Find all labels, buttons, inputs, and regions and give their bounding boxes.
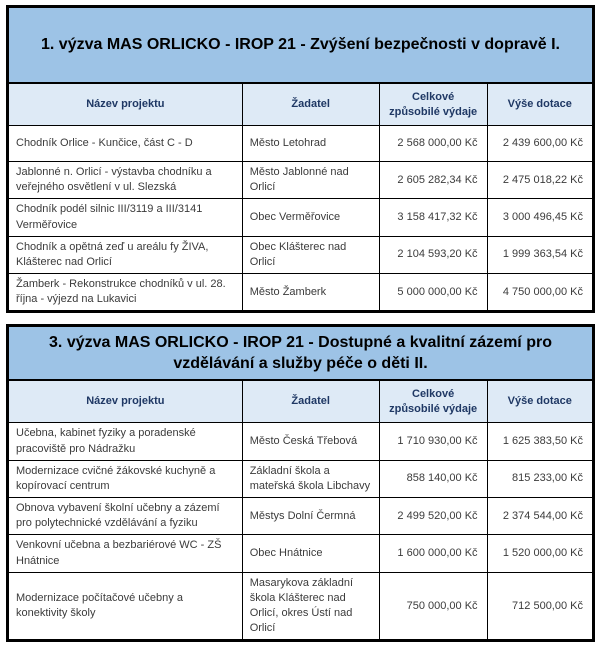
project-cell: Modernizace cvičné žákovské kuchyně a kopírovací centrum xyxy=(9,460,242,497)
table-row xyxy=(9,535,592,572)
applicant-cell: Masarykova základní škola Klášterec nad Orlicí, okres Ústí nad Orlicí xyxy=(242,572,379,639)
table-row xyxy=(9,498,592,535)
grant-amount-cell: 2 374 544,00 Kč xyxy=(487,498,592,535)
applicant-cell: Obec Hnátnice xyxy=(242,535,379,572)
column-header-total-expenses: Celkové způsobilé výdaje xyxy=(379,381,487,423)
project-cell: Učebna, kabinet fyziky a poradenské pracoviště pro Nádražku xyxy=(9,423,242,460)
table-row xyxy=(9,572,592,639)
applicant-cell: Město Žamberk xyxy=(242,274,379,311)
applicant-cell: Město Letohrad xyxy=(242,126,379,162)
table-row xyxy=(9,236,592,273)
grant-amount-cell: 1 520 000,00 Kč xyxy=(487,535,592,572)
project-cell: Chodník podél silnic III/3119 a III/3141 Verměřovice xyxy=(9,199,242,236)
table-header-row xyxy=(9,381,592,423)
applicant-cell: Základní škola a mateřská škola Libchavy xyxy=(242,460,379,497)
column-header-applicant: Žadatel xyxy=(242,381,379,423)
column-header-project: Název projektu xyxy=(9,381,242,423)
total-expenses-cell: 750 000,00 Kč xyxy=(379,572,487,639)
grant-amount-cell: 1 625 383,50 Kč xyxy=(487,423,592,460)
grant-amount-cell: 2 439 600,00 Kč xyxy=(487,126,592,162)
table-row xyxy=(9,126,592,162)
table-title: 3. výzva MAS ORLICKO - IROP 21 - Dostupné a kvalitní zázemí pro vzdělávání a služby péče o děti II. xyxy=(9,327,592,380)
total-expenses-cell: 5 000 000,00 Kč xyxy=(379,274,487,311)
column-header-total-expenses: Celkové způsobilé výdaje xyxy=(379,84,487,126)
grant-amount-cell: 4 750 000,00 Kč xyxy=(487,274,592,311)
total-expenses-cell: 858 140,00 Kč xyxy=(379,460,487,497)
total-expenses-cell: 1 710 930,00 Kč xyxy=(379,423,487,460)
applicant-cell: Obec Verměřovice xyxy=(242,199,379,236)
grant-amount-cell: 815 233,00 Kč xyxy=(487,460,592,497)
table-row xyxy=(9,460,592,497)
applicant-cell: Město Jablonné nad Orlicí xyxy=(242,162,379,199)
table-header-row xyxy=(9,84,592,126)
table-row xyxy=(9,162,592,199)
projects-table xyxy=(9,83,592,310)
column-header-grant-amount: Výše dotace xyxy=(487,84,592,126)
projects-table xyxy=(9,380,592,639)
total-expenses-cell: 2 499 520,00 Kč xyxy=(379,498,487,535)
project-cell: Chodník a opětná zeď u areálu fy ŽIVA, Klášterec nad Orlicí xyxy=(9,236,242,273)
project-cell: Žamberk - Rekonstrukce chodníků v ul. 28. října - výjezd na Lukavici xyxy=(9,274,242,311)
project-cell: Chodník Orlice - Kunčice, část C - D xyxy=(9,126,242,162)
call-3-table xyxy=(6,324,595,642)
grant-amount-cell: 1 999 363,54 Kč xyxy=(487,236,592,273)
total-expenses-cell: 1 600 000,00 Kč xyxy=(379,535,487,572)
total-expenses-cell: 2 104 593,20 Kč xyxy=(379,236,487,273)
table-row xyxy=(9,423,592,460)
table-title: 1. výzva MAS ORLICKO - IROP 21 - Zvýšení bezpečnosti v dopravě I. xyxy=(9,8,592,83)
project-cell: Jablonné n. Orlicí - výstavba chodníku a veřejného osvětlení v ul. Slezská xyxy=(9,162,242,199)
column-header-project: Název projektu xyxy=(9,84,242,126)
column-header-grant-amount: Výše dotace xyxy=(487,381,592,423)
applicant-cell: Městys Dolní Čermná xyxy=(242,498,379,535)
call-1-table xyxy=(6,5,595,313)
applicant-cell: Město Česká Třebová xyxy=(242,423,379,460)
project-cell: Modernizace počítačové učebny a konektivity školy xyxy=(9,572,242,639)
grant-amount-cell: 3 000 496,45 Kč xyxy=(487,199,592,236)
table-row xyxy=(9,199,592,236)
project-cell: Obnova vybavení školní učebny a zázemí pro polytechnické vzdělávání a fyziku xyxy=(9,498,242,535)
grant-amount-cell: 712 500,00 Kč xyxy=(487,572,592,639)
total-expenses-cell: 3 158 417,32 Kč xyxy=(379,199,487,236)
project-cell: Venkovní učebna a bezbariérové WC - ZŠ Hnátnice xyxy=(9,535,242,572)
table-row xyxy=(9,274,592,311)
total-expenses-cell: 2 605 282,34 Kč xyxy=(379,162,487,199)
column-header-applicant: Žadatel xyxy=(242,84,379,126)
grant-amount-cell: 2 475 018,22 Kč xyxy=(487,162,592,199)
applicant-cell: Obec Klášterec nad Orlicí xyxy=(242,236,379,273)
total-expenses-cell: 2 568 000,00 Kč xyxy=(379,126,487,162)
